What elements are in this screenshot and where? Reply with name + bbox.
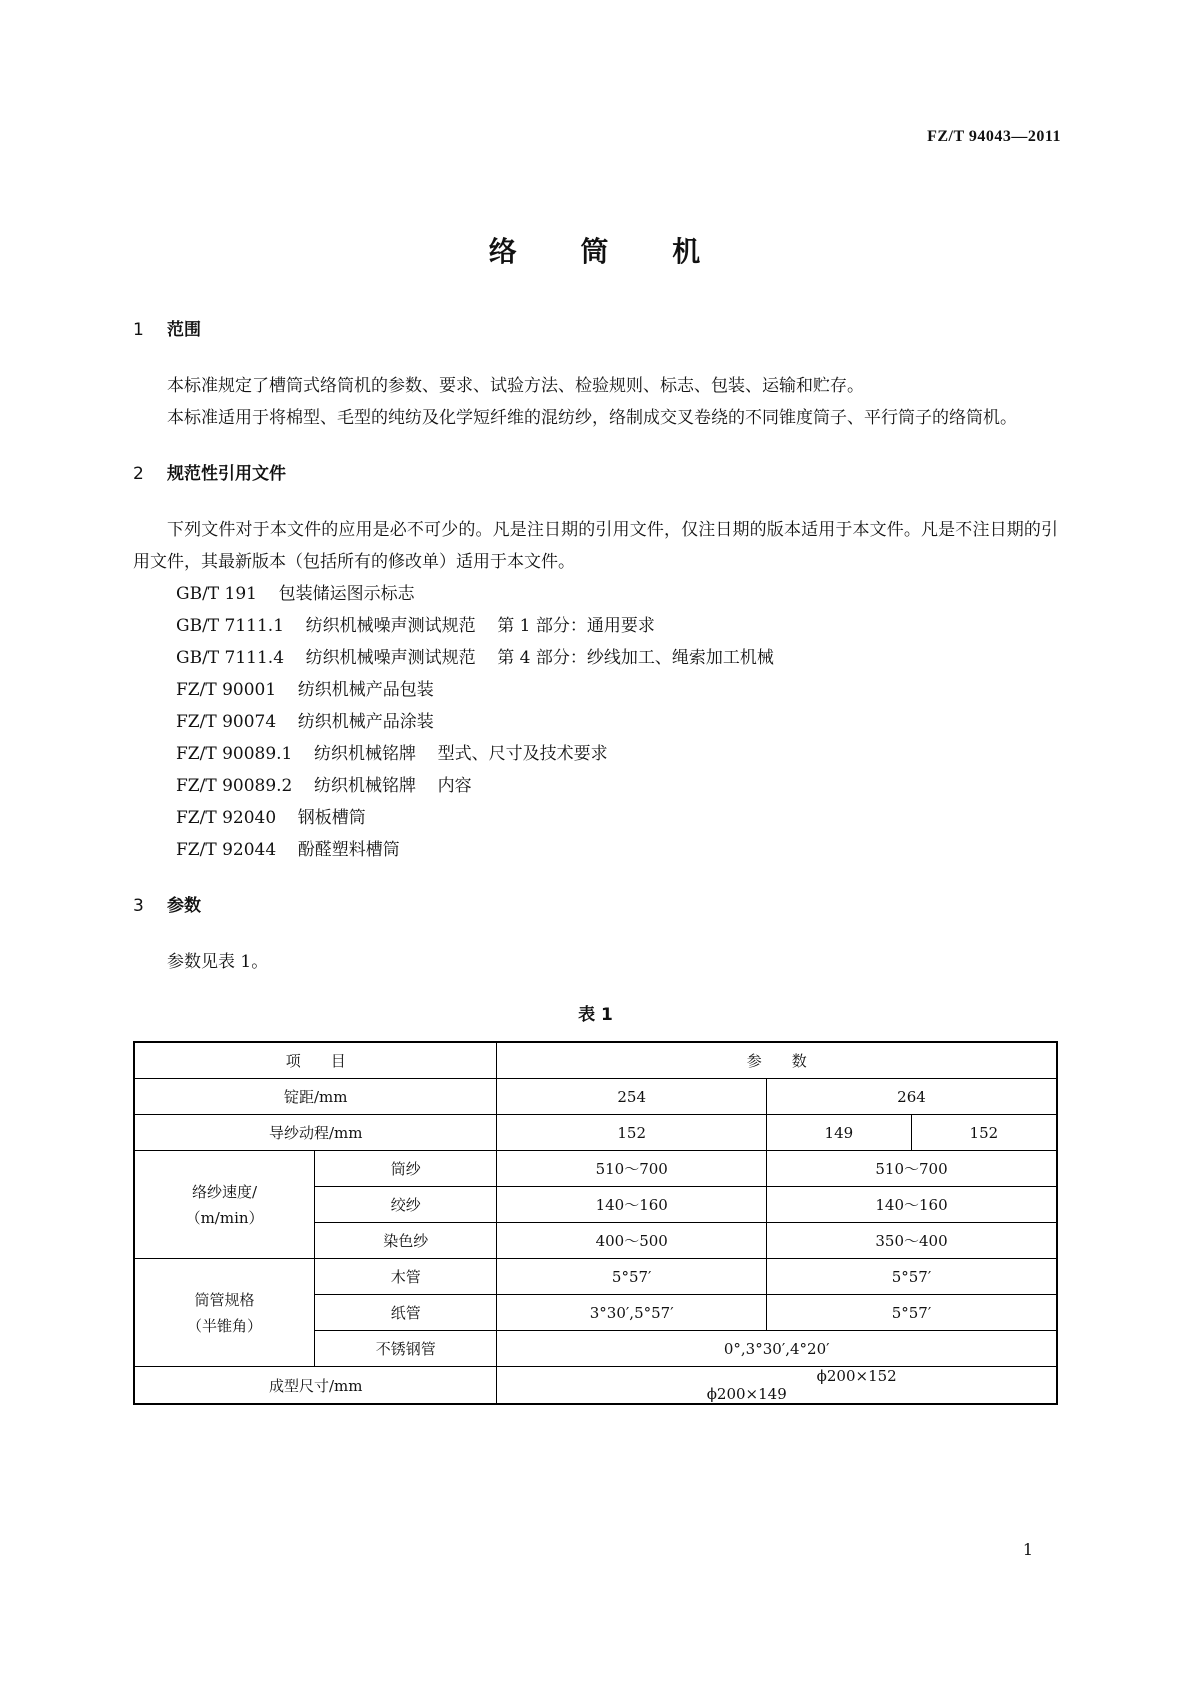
reference-item: FZ/T 92044 酚醛塑料槽筒 <box>176 840 400 860</box>
row-label: 锭距/mm <box>134 1079 497 1115</box>
size-value: ϕ200×152 <box>816 1367 897 1385</box>
table-1-caption: 表 1 <box>578 1005 613 1025</box>
group-label-line: （半锥角） <box>187 1316 263 1335</box>
table-cell: 3°30′,5°57′ <box>497 1295 767 1331</box>
row-label: 染色纱 <box>315 1223 497 1259</box>
parameter-table <box>133 1041 1058 1405</box>
reference-item: GB/T 191 包装储运图示标志 <box>176 584 415 604</box>
row-label: 木管 <box>315 1259 497 1295</box>
reference-item: FZ/T 90074 纺织机械产品涂装 <box>176 712 434 732</box>
size-value: ϕ200×149 <box>706 1385 787 1403</box>
section-1-heading <box>133 315 1058 345</box>
reference-item: FZ/T 92040 钢板槽筒 <box>176 808 366 828</box>
page-number: 1 <box>1022 1540 1033 1559</box>
table-row <box>134 1115 1057 1151</box>
section-3-title: 参数 <box>167 896 201 916</box>
reference-item: GB/T 7111.1 纺织机械噪声测试规范 第 1 部分：通用要求 <box>176 616 655 636</box>
reference-item: FZ/T 90089.2 纺织机械铭牌 内容 <box>176 776 472 796</box>
row-label: 纸管 <box>315 1295 497 1331</box>
table-cell: 5°57′ <box>766 1295 1057 1331</box>
section-1-title: 范围 <box>167 320 201 340</box>
table-cell: 152 <box>497 1115 767 1151</box>
table-row <box>134 1079 1057 1115</box>
section-2-title: 规范性引用文件 <box>167 464 286 484</box>
table-cell: 0°,3°30′,4°20′ <box>497 1331 1057 1367</box>
section-2-number: 2 <box>133 464 144 484</box>
group-label-line: 筒管规格 <box>194 1290 255 1309</box>
group-label-speed <box>134 1151 315 1259</box>
row-label: 筒纱 <box>315 1151 497 1187</box>
document-body <box>133 320 1058 1405</box>
table-cell: 5°57′ <box>497 1259 767 1295</box>
table-header-row <box>134 1042 1057 1079</box>
document-code: FZ/T 94043—2011 <box>927 128 1061 145</box>
group-label-line: （m/min） <box>185 1208 264 1227</box>
table-cell: 140～160 <box>497 1187 767 1223</box>
table-row <box>134 1259 1057 1295</box>
header-item: 项 目 <box>134 1042 497 1079</box>
table-cell: 140～160 <box>766 1187 1057 1223</box>
table-cell: 510～700 <box>497 1151 767 1187</box>
reference-item: GB/T 7111.4 纺织机械噪声测试规范 第 4 部分：纱线加工、绳索加工机械 <box>176 648 774 668</box>
section-2-intro: 下列文件对于本文件的应用是必不可少的。凡是注日期的引用文件，仅注日期的版本适用于本文件。凡是不注日期的引用文件，其最新版本（包括所有的修改单）适用于本文件。 <box>133 520 1058 572</box>
section-1-paragraph-1: 本标准规定了槽筒式络筒机的参数、要求、试验方法、检验规则、标志、包装、运输和贮存。 <box>167 376 864 396</box>
table-cell: 400～500 <box>497 1223 767 1259</box>
row-label: 成型尺寸/mm <box>134 1367 497 1405</box>
table-cell: 264 <box>766 1079 1057 1115</box>
section-3-intro: 参数见表 1。 <box>167 952 269 972</box>
section-2-heading <box>133 459 1058 489</box>
table-cell: 149 <box>766 1115 911 1151</box>
section-1-paragraph-2: 本标准适用于将棉型、毛型的纯纺及化学短纤维的混纺纱，络制成交叉卷绕的不同锥度筒子、平行筒子的络筒机。 <box>167 408 1017 428</box>
document-title: 络 筒 机 <box>488 235 703 268</box>
table-cell: 152 <box>911 1115 1057 1151</box>
table-cell: 510～700 <box>766 1151 1057 1187</box>
row-label: 不锈钢管 <box>315 1331 497 1367</box>
table-cell: 350～400 <box>766 1223 1057 1259</box>
section-3-heading <box>133 891 1058 921</box>
header-params: 参 数 <box>497 1042 1057 1079</box>
reference-item: FZ/T 90089.1 纺织机械铭牌 型式、尺寸及技术要求 <box>176 744 608 764</box>
group-label-line: 络纱速度/ <box>192 1182 258 1201</box>
table-cell: 5°57′ <box>766 1259 1057 1295</box>
table-row <box>134 1151 1057 1187</box>
table-cell: 254 <box>497 1079 767 1115</box>
section-3-number: 3 <box>133 896 144 916</box>
table-cell-size <box>497 1367 1057 1405</box>
section-1-number: 1 <box>133 320 144 340</box>
row-label: 绞纱 <box>315 1187 497 1223</box>
reference-item: FZ/T 90001 纺织机械产品包装 <box>176 680 434 700</box>
table-row <box>134 1367 1057 1405</box>
group-label-tube <box>134 1259 315 1367</box>
reference-list <box>133 578 1058 866</box>
row-label: 导纱动程/mm <box>134 1115 497 1151</box>
